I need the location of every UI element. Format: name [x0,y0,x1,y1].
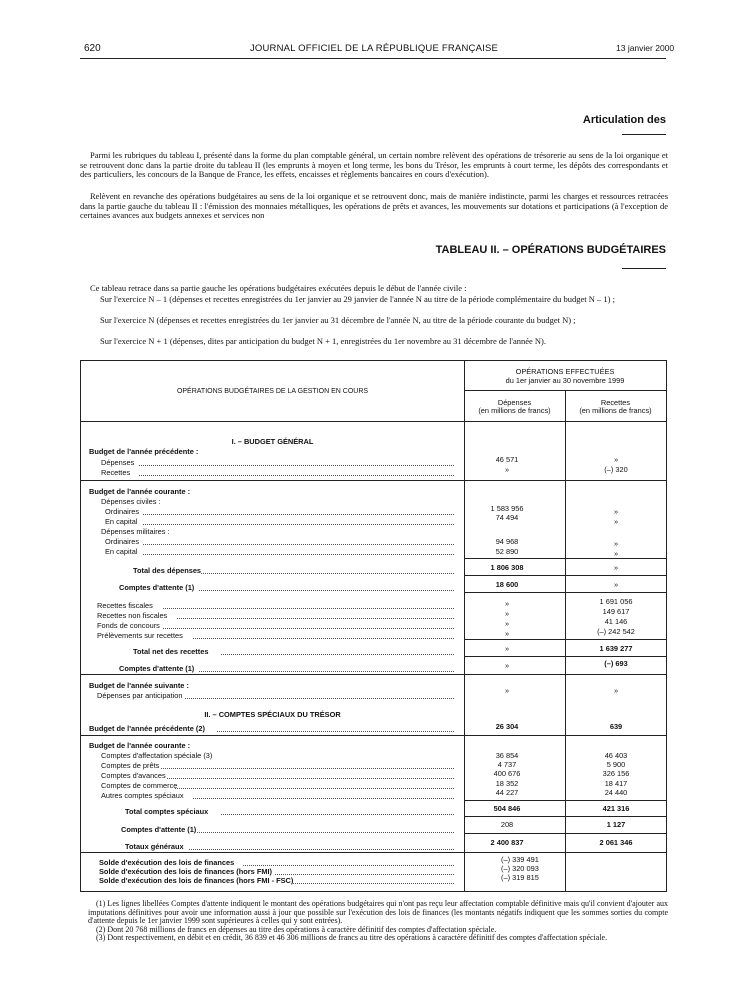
cell-solde: (–) 339 491 [501,855,539,864]
leader [221,654,454,655]
row-label: Fonds de concours [97,621,160,630]
cell-recettes: 421 316 [602,804,630,813]
cell-depenses: 18 600 [495,580,519,589]
row-label: Comptes d'attente (1) [119,664,195,673]
row-rule [81,674,666,675]
leader [161,768,454,769]
row-label: Total des dépenses [133,566,202,575]
intro-item: Sur l'exercice N – 1 (dépenses et recettes enregistrées du 1er janvier au 29 janvier de l'année N au titre de la période complémentaire du budget N – 1) ; [100,294,615,304]
row-label: Budget de l'année suivante : [89,681,189,690]
cell-recettes: 1 127 [606,820,626,829]
leader [189,849,454,850]
cell-depenses: » [504,619,510,628]
head-right-period: du 1er janvier au 30 novembre 1999 [505,376,625,385]
row-label: Budget de l'année précédente : [89,447,199,456]
section-budget-general: I. – BUDGET GÉNÉRAL [231,437,314,446]
header-rule [80,58,666,59]
row-label: Recettes fiscales [97,601,153,610]
row-label: Prélèvements sur recettes [97,631,183,640]
leader [243,865,454,866]
cell-recettes: 1 639 277 [599,644,633,653]
row-label: Solde d'exécution des lois de finances (hors FMI - FSC) [99,876,294,885]
intro-lead: Ce tableau retrace dans sa partie gauche les opérations budgétaires exécutées depuis le début de l'année civile : [90,283,467,293]
cell-depenses: » [504,686,510,695]
leader [175,788,454,789]
cell-solde: (–) 320 093 [501,864,539,873]
cell-depenses: 208 [500,820,514,829]
paragraph: Parmi les rubriques du tableau I, présenté dans la forme du plan comptable général, un certain nombre relèvent des opérations de trésorerie au sens de la loi organique et se retrouvent donc dans la partie droite du tableau II (les emprunts à moyen et long terme, les bons du Trésor, les emprunts à court terme, les dépôts des correspondants et des particuliers, les concours de la Banque de France, les effets, encaisses et règlements bancaires en cours d'exécution). [80,150,668,180]
cell-depenses: » [504,644,510,653]
cell-recettes: (–) 242 542 [597,627,635,636]
row-rule [464,592,666,593]
row-label: Autres comptes spéciaux [101,791,184,800]
leader [167,778,454,779]
cell-recettes: » [613,517,619,526]
intro-item: Sur l'exercice N + 1 (dépenses, dites par anticipation du budget N + 1, enregistrées du 1er novembre au 31 décembre de l'année N). [100,336,546,346]
cell-recettes: 18 417 [604,779,628,788]
col-depenses: Dépenses [497,398,532,407]
cell-depenses: 26 304 [495,722,519,731]
cell-depenses: 44 227 [495,788,519,797]
cell-recettes: » [613,686,619,695]
cell-depenses: » [504,661,510,670]
header-divider [464,390,666,391]
cell-solde: (–) 319 815 [501,873,539,882]
row-label: Solde d'exécution des lois de finances [99,858,235,867]
leader [193,638,454,639]
row-label: Comptes d'attente (1) [119,583,195,592]
heading-rule [622,134,666,135]
leader [163,628,454,629]
title-rule [622,268,666,269]
row-label: Dépenses civiles : [101,497,161,506]
leader [275,874,454,875]
cell-depenses: » [504,599,510,608]
subtotal-rule [464,816,666,817]
leader [143,554,454,555]
paragraph: Relèvent en revanche des opérations budgétaires au sens de la loi organique et se retrouvent donc, mais de manière indistincte, parmi les charges et ressources retracées dans la partie gauche du tableau II : l'émission des monnaies métalliques, les opérations de prêts et avances, les mouvements sur dotations et participations (à l'exception de certaines avances aux budgets annexes et services non [80,191,668,221]
row-label: Ordinaires [105,537,140,546]
subtotal-rule [464,558,666,559]
leader [193,798,454,799]
cell-recettes: 149 617 [602,607,630,616]
row-label: Dépenses par anticipation [97,691,183,700]
cell-recettes: 5 900 [606,760,626,769]
subtotal-rule [464,656,666,657]
row-rule [81,480,666,481]
leader [199,671,454,672]
leader [139,465,454,466]
row-label: Comptes d'attente (1) [121,825,197,834]
section-heading: Articulation des [582,114,666,126]
cell-recettes: » [613,549,619,558]
cell-depenses: 46 571 [495,455,519,464]
leader [143,524,454,525]
cell-recettes: (–) 320 [604,465,628,474]
leader [163,608,454,609]
head-left: OPÉRATIONS BUDGÉTAIRES DE LA GESTION EN COURS [176,388,369,395]
leader [221,814,454,815]
row-label: Comptes d'affectation spéciale (3) [101,751,213,760]
row-label: Total comptes spéciaux [125,807,209,816]
cell-depenses: 2 400 837 [490,838,524,847]
cell-recettes: 41 146 [604,617,628,626]
cell-depenses: 52 890 [495,547,519,556]
row-label: Budget de l'année courante : [89,741,191,750]
row-label: Comptes de prêts [101,761,160,770]
col-recettes: Recettes [600,398,631,407]
row-label: Ordinaires [105,507,140,516]
row-label: Recettes non fiscales [97,611,168,620]
cell-depenses: 1 583 956 [490,504,524,513]
leader [143,544,454,545]
journal-title: JOURNAL OFFICIEL DE LA RÉPUBLIQUE FRANÇAISE [249,43,499,54]
leader [293,883,454,884]
cell-depenses: 36 854 [495,751,519,760]
cell-depenses: » [504,609,510,618]
row-label: Budget de l'année courante : [89,487,191,496]
subtotal-rule [464,639,666,640]
cell-recettes: » [613,563,619,572]
footnote: (3) Dont respectivement, en débit et en crédit, 36 839 et 46 306 millions de francs au titre des opérations à caractère définitif des comptes d'affectation spéciale. [96,933,608,943]
row-label: Comptes d'avances [101,771,166,780]
row-label: Totaux généraux [125,842,184,851]
row-label: Solde d'exécution des lois de finances (hors FMI) [99,867,273,876]
cell-depenses: 74 494 [495,513,519,522]
leader [177,618,454,619]
cell-depenses: 94 968 [495,537,519,546]
leader [143,514,454,515]
cell-depenses: 1 806 308 [490,563,524,572]
cell-recettes: 2 061 346 [599,838,633,847]
leader [217,731,454,732]
row-label: En capital [105,517,138,526]
cell-recettes: 1 691 056 [599,597,633,606]
cell-depenses: » [504,629,510,638]
subtotal-rule [464,833,666,834]
cell-recettes: 639 [609,722,623,731]
subtotal-rule [464,800,666,801]
row-label: En capital [105,547,138,556]
table-title: TABLEAU II. – OPÉRATIONS BUDGÉTAIRES [435,244,666,256]
leader [197,832,454,833]
cell-depenses: 400 676 [493,769,521,778]
issue-date: 13 janvier 2000 [616,43,675,53]
col-recettes-unit: (en millions de francs) [579,406,652,415]
cell-recettes: » [613,455,619,464]
row-label: Budget de l'année précédente (2) [89,724,205,733]
cell-recettes: 326 156 [602,769,630,778]
leader [199,590,454,591]
cell-depenses: 18 352 [495,779,519,788]
cell-depenses: 504 846 [493,804,521,813]
col-depenses-unit: (en millions de francs) [478,406,551,415]
row-label: Total net des recettes [133,647,209,656]
head-right-title: OPÉRATIONS EFFECTUÉES [515,367,615,376]
cell-recettes: 24 440 [604,788,628,797]
header-bottom-rule [81,421,666,422]
leader [185,698,454,699]
row-label: Dépenses militaires : [101,527,170,536]
cell-recettes: (–) 693 [604,659,628,668]
page-number: 620 [84,43,101,54]
cell-depenses: 4 737 [497,760,517,769]
cell-recettes: 46 403 [604,751,628,760]
operations-table [80,360,667,892]
row-rule [81,735,666,736]
footnote: (2) Dont 20 768 millions de francs en dépenses au titre des opérations à caractère définitif des comptes d'affectation spéciale. [96,924,497,934]
cell-recettes: » [613,539,619,548]
subtotal-rule [464,575,666,576]
row-label: Dépenses [101,458,135,467]
cell-depenses: » [504,465,510,474]
row-label: Recettes [101,468,131,477]
footnote: (1) Les lignes libellées Comptes d'attente indiquent le montant des opérations budgétaires qui n'ont pas reçu leur affectation comptable définitive mais qu'il convient d'ajouter aux imputations définitives pour avoir une information aussi à jour que possible sur l'exécution des lois de finances (les montants négatifs indiquent que les sommes sorties du compte d'attente depuis le 1er janvier 1999 sont supérieures à celles qui y sont entrées). [88,899,668,926]
leader [139,475,454,476]
leader [201,573,454,574]
row-rule [81,852,666,853]
intro-item: Sur l'exercice N (dépenses et recettes enregistrées du 1er janvier au 31 décembre de l'année N, au titre de la période courante du budget N) ; [100,315,576,325]
cell-recettes: » [613,580,619,589]
section-comptes-speciaux: II. – COMPTES SPÉCIAUX DU TRÉSOR [204,710,341,719]
cell-recettes: » [613,507,619,516]
footnotes [88,900,668,943]
row-label: Comptes de commerce [101,781,178,790]
